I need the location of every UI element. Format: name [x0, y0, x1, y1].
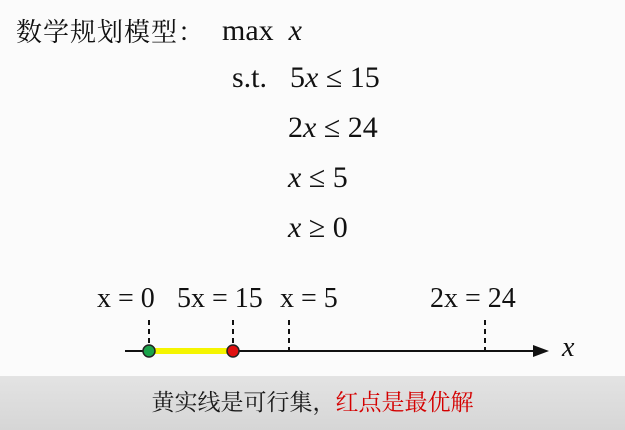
marker-label-0: x = 0: [97, 283, 155, 314]
constraint-1: 5x ≤ 15: [290, 61, 380, 94]
number-line-diagram: [0, 270, 625, 380]
start-point: [143, 345, 155, 357]
objective-variable: x: [288, 14, 302, 47]
marker-label-1: 5x = 15: [177, 283, 263, 314]
constraint-2: 2x ≤ 24: [288, 111, 378, 144]
optimal-point: [227, 345, 239, 357]
caption-part-1: 黄实线是可行集，: [151, 390, 336, 416]
marker-label-3: 2x = 24: [430, 283, 516, 314]
marker-label-2: x = 5: [280, 283, 338, 314]
axis-label: x: [562, 332, 575, 363]
axis-arrow-icon: [533, 345, 549, 357]
caption: [0, 384, 625, 417]
objective: [222, 14, 302, 48]
objective-keyword: max: [222, 14, 274, 47]
model-title: 数学规划模型：: [16, 18, 206, 48]
caption-part-2: 红点是最优解: [335, 390, 474, 416]
constraint-3: x ≤ 5: [288, 161, 348, 194]
constraint-4: x ≥ 0: [288, 211, 348, 244]
subject-to-label: s.t.: [232, 61, 268, 94]
